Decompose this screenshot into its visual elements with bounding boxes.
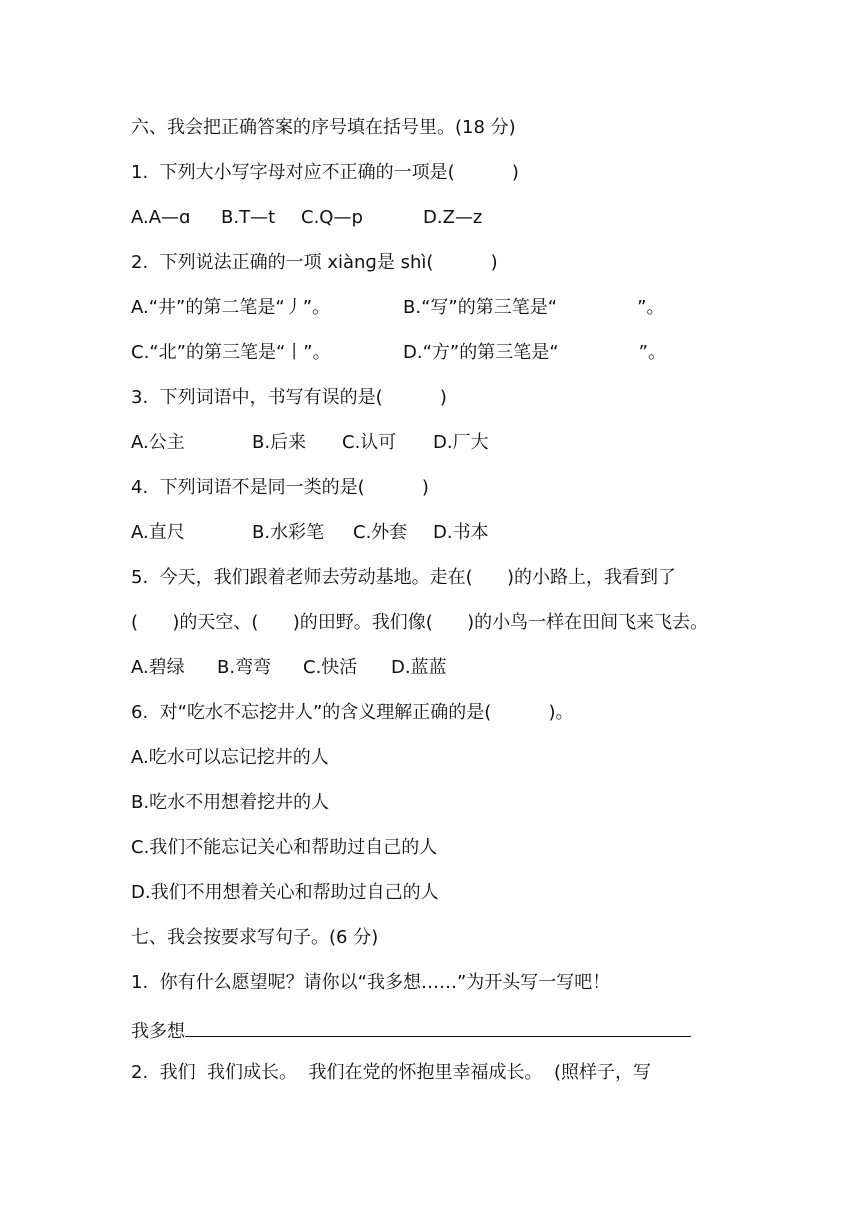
q4-stem: 4. 下列词语不是同一类的是( ) <box>131 477 429 498</box>
q5-line-1: 5. 今天，我们跟着老师去劳动基地。走在( )的小路上，我看到了 <box>131 567 676 588</box>
q4-options <box>131 521 771 545</box>
section-7-heading: 七、我会按要求写句子。(6 分) <box>131 927 379 948</box>
q1-option-b: B.T—t <box>221 207 276 228</box>
q2-options-row-2 <box>131 341 771 365</box>
q2-options-row-1 <box>131 296 771 320</box>
s7-q1-answer-blank[interactable] <box>185 1016 691 1037</box>
s7-q2-stem: 2. 我们 我们成长。 我们在党的怀抱里幸福成长。 (照样子，写 <box>131 1062 651 1083</box>
q5-options <box>131 656 771 680</box>
q3-options <box>131 431 771 455</box>
s7-q1-answer-row <box>131 1016 691 1044</box>
q5-line-2: ( )的天空、( )的田野。我们像( )的小鸟一样在田间飞来飞去。 <box>131 612 709 633</box>
q1-option-d: D.Z—z <box>423 207 483 228</box>
q4-option-b: B.水彩笔 <box>252 522 325 543</box>
q4-option-c: C.外套 <box>353 522 408 543</box>
q5-option-d: D.蓝蓝 <box>391 657 447 678</box>
q3-option-d: D.厂大 <box>433 432 489 453</box>
q1-stem: 1. 下列大小写字母对应不正确的一项是( ) <box>131 162 519 183</box>
q6-option-d: D.我们不用想着关心和帮助过自己的人 <box>131 882 439 903</box>
q6-option-b: B.吃水不用想着挖井的人 <box>131 792 330 813</box>
q3-stem: 3. 下列词语中，书写有误的是( ) <box>131 387 447 408</box>
q6-option-c: C.我们不能忘记关心和帮助过自己的人 <box>131 837 438 858</box>
q5-option-a: A.碧绿 <box>131 657 185 678</box>
q2-option-d: D.“方”的第三笔是“ ”。 <box>403 342 666 363</box>
q2-option-a: A.“井”的第二笔是“丿”。 <box>131 297 331 318</box>
q5-option-c: C.快活 <box>303 657 358 678</box>
q2-option-b: B.“写”的第三笔是“ ”。 <box>403 297 665 318</box>
q2-option-c: C.“北”的第三笔是“丨”。 <box>131 342 331 363</box>
section-6-heading: 六、我会把正确答案的序号填在括号里。(18 分) <box>131 117 516 138</box>
q2-stem: 2. 下列说法正确的一项 xiànɡ是 shì( ) <box>131 252 498 273</box>
q6-option-a: A.吃水可以忘记挖井的人 <box>131 747 329 768</box>
q3-option-a: A.公主 <box>131 432 185 453</box>
q5-option-b: B.弯弯 <box>217 657 272 678</box>
q4-option-d: D.书本 <box>433 522 489 543</box>
s7-q1-prefix: 我多想 <box>131 1021 185 1042</box>
q1-option-c: C.Q—p <box>301 207 363 228</box>
q1-option-a: A.A—ɑ <box>131 207 191 228</box>
q6-stem: 6. 对“吃水不忘挖井人”的含义理解正确的是( )。 <box>131 702 574 723</box>
q3-option-b: B.后来 <box>252 432 307 453</box>
q3-option-c: C.认可 <box>342 432 397 453</box>
s7-q1-stem: 1. 你有什么愿望呢？请你以“我多想……”为开头写一写吧！ <box>131 972 611 993</box>
q1-options <box>131 206 771 230</box>
q4-option-a: A.直尺 <box>131 522 185 543</box>
